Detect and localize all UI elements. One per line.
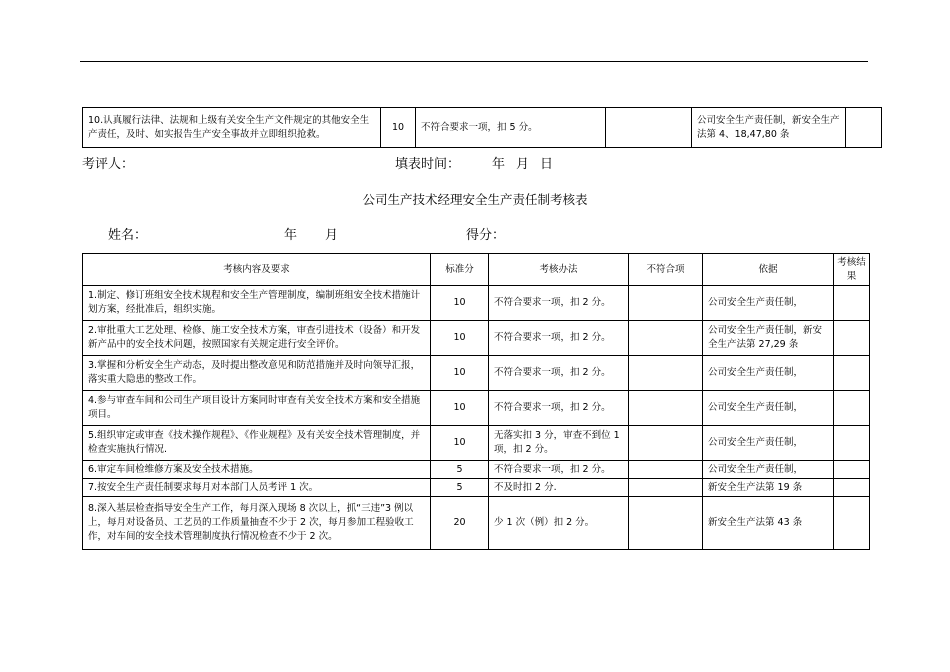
row-content: 4.参与审查车间和公司生产项目设计方案同时审查有关安全技术方案和安全措施项目。 <box>83 391 431 426</box>
row-result <box>834 391 870 426</box>
row-nonconform <box>629 356 703 391</box>
row-result <box>834 497 870 550</box>
form-month: 月 <box>325 228 339 243</box>
row-result <box>834 286 870 321</box>
row-content: 5.组织审定或审查《技术操作规程》、《作业规程》及有关安全技术管理制度，并检查实施执行情况. <box>83 426 431 461</box>
row-method: 不及时扣 2 分. <box>489 479 629 497</box>
header-result: 考核结果 <box>834 254 870 286</box>
row-method: 不符合要求一项，扣 2 分。 <box>489 356 629 391</box>
row-content: 7.按安全生产责任制要求每月对本部门人员考评 1 次。 <box>83 479 431 497</box>
row-nonconform <box>629 497 703 550</box>
row-score: 10 <box>431 286 489 321</box>
row-basis: 公司安全生产责任制，新安全生产法第 4、18,47,80 条 <box>692 108 846 148</box>
row-nonconform <box>629 321 703 356</box>
row-content: 6.审定车间检维修方案及安全技术措施。 <box>83 461 431 479</box>
row-basis: 公司安全生产责任制， <box>703 391 834 426</box>
row-method: 不符合要求一项，扣 2 分。 <box>489 286 629 321</box>
fill-time-label: 填表时间： <box>395 157 461 172</box>
table-row <box>83 497 870 550</box>
table-row <box>83 426 870 461</box>
row-method: 不符合要求一项，扣 5 分。 <box>416 108 606 148</box>
row-method: 不符合要求一项，扣 2 分。 <box>489 461 629 479</box>
row-content: 1.制定、修订班组安全技术规程和安全生产管理制度，编制班组安全技术措施计划方案，经批准后，组织实施。 <box>83 286 431 321</box>
table-row <box>83 321 870 356</box>
row-basis: 公司安全生产责任制，新安全生产法第 27,29 条 <box>703 321 834 356</box>
row-nonconform <box>629 461 703 479</box>
header-score: 标准分 <box>431 254 489 286</box>
row-score: 10 <box>431 356 489 391</box>
row-basis: 新安全生产法第 43 条 <box>703 497 834 550</box>
fill-time-day: 日 <box>540 157 554 172</box>
evaluator-label: 考评人： <box>82 157 135 172</box>
row-result <box>834 479 870 497</box>
row-basis: 新安全生产法第 19 条 <box>703 479 834 497</box>
row-content: 2.审批重大工艺处理、检修、施工安全技术方案，审查引进技术（设备）和开发新产品中的安全技术问题，按照国家有关规定进行安全评价。 <box>83 321 431 356</box>
row-score: 5 <box>431 461 489 479</box>
table-row <box>83 356 870 391</box>
row-basis: 公司安全生产责任制， <box>703 461 834 479</box>
header-nonconform: 不符合项 <box>629 254 703 286</box>
row-score: 20 <box>431 497 489 550</box>
row-score: 10 <box>431 391 489 426</box>
table-row <box>83 108 882 148</box>
row-method: 不符合要求一项，扣 2 分。 <box>489 321 629 356</box>
header-content: 考核内容及要求 <box>83 254 431 286</box>
row-score: 10 <box>381 108 416 148</box>
row-result <box>834 321 870 356</box>
table-row <box>83 391 870 426</box>
row-nonconform <box>629 479 703 497</box>
previous-table-fragment <box>82 107 882 148</box>
row-content: 8.深入基层检查指导安全生产工作，每月深入现场 8 次以上，抓“三违”3 例以上，每月对设备员、工艺员的工作质量抽查不少于 2 次，每月参加工程验收工作，对车间的安全技术管理制度执行情况检查不少于 2 次。 <box>83 497 431 550</box>
row-basis: 公司安全生产责任制， <box>703 286 834 321</box>
row-result <box>834 461 870 479</box>
row-method: 少 1 次（例）扣 2 分。 <box>489 497 629 550</box>
row-score: 10 <box>431 426 489 461</box>
row-content: 3.掌握和分析安全生产动态，及时提出整改意见和防范措施并及时向领导汇报，落实重大隐患的整改工作。 <box>83 356 431 391</box>
header-method: 考核办法 <box>489 254 629 286</box>
name-label: 姓名： <box>108 228 148 243</box>
row-basis: 公司安全生产责任制， <box>703 356 834 391</box>
row-method: 不符合要求一项，扣 2 分。 <box>489 391 629 426</box>
header-rule <box>80 61 868 62</box>
score-label: 得分： <box>466 228 506 243</box>
row-nonconform <box>629 286 703 321</box>
form-year: 年 <box>284 228 298 243</box>
fill-time-year: 年 <box>492 157 506 172</box>
row-nonconform <box>606 108 692 148</box>
table-row <box>83 479 870 497</box>
header-basis: 依据 <box>703 254 834 286</box>
row-method: 无落实扣 3 分，审查不到位 1 项，扣 2 分。 <box>489 426 629 461</box>
row-content: 10.认真履行法律、法规和上级有关安全生产文件规定的其他安全生产责任，及时、如实报告生产安全事故并立即组织抢救。 <box>83 108 381 148</box>
row-result <box>834 426 870 461</box>
assessment-table <box>82 253 870 550</box>
row-result <box>834 356 870 391</box>
row-basis: 公司安全生产责任制， <box>703 426 834 461</box>
row-nonconform <box>629 426 703 461</box>
table-row <box>83 461 870 479</box>
fill-time-month: 月 <box>516 157 530 172</box>
row-score: 5 <box>431 479 489 497</box>
row-result <box>846 108 882 148</box>
row-score: 10 <box>431 321 489 356</box>
row-nonconform <box>629 391 703 426</box>
form-title: 公司生产技术经理安全生产责任制考核表 <box>362 192 588 207</box>
table-row <box>83 286 870 321</box>
table-header-row <box>83 254 870 286</box>
